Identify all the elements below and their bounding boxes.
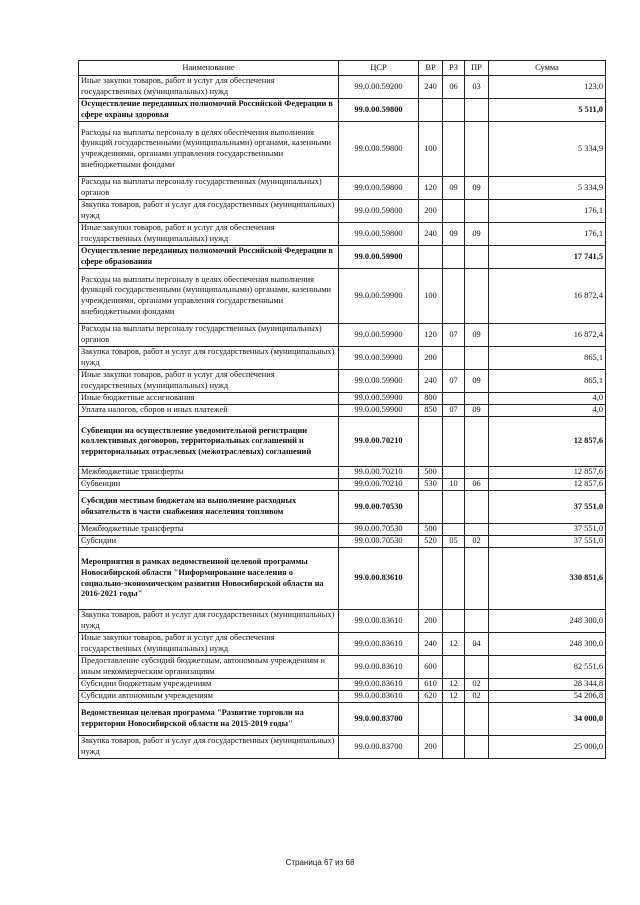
cell-sum: 5 511,0: [489, 99, 606, 122]
cell-vr: 200: [419, 736, 443, 759]
cell-csr: 99.0.00.83610: [339, 679, 419, 691]
cell-sum: 176,1: [489, 223, 606, 246]
cell-sum: 4,0: [489, 393, 606, 405]
cell-name: Ведомственная целевая программа "Развитие торговли на территории Новосибирской области на 2015-2019 годы": [79, 703, 339, 736]
table-row: [79, 524, 606, 536]
cell-pr: [465, 200, 489, 223]
cell-vr: 850: [419, 405, 443, 417]
cell-pr: 09: [465, 405, 489, 417]
cell-csr: 99.0.00.59800: [339, 99, 419, 122]
cell-csr: 99.0.00.70210: [339, 479, 419, 491]
cell-csr: 99.0.00.83700: [339, 703, 419, 736]
table-row: [79, 479, 606, 491]
cell-pr: [465, 491, 489, 524]
cell-pr: [465, 393, 489, 405]
table-row: [79, 467, 606, 479]
cell-pr: 09: [465, 370, 489, 393]
cell-sum: 123,0: [489, 76, 606, 99]
cell-rz: 07: [443, 324, 465, 347]
cell-pr: [465, 467, 489, 479]
cell-pr: 09: [465, 177, 489, 200]
cell-sum: 865,1: [489, 370, 606, 393]
cell-vr: 120: [419, 324, 443, 347]
cell-csr: 99.0.00.70530: [339, 491, 419, 524]
cell-rz: [443, 736, 465, 759]
cell-name: Иные бюджетные ассигнования: [79, 393, 339, 405]
cell-pr: 02: [465, 679, 489, 691]
cell-csr: 99.0.00.83610: [339, 691, 419, 703]
table-row: [79, 347, 606, 370]
cell-rz: [443, 524, 465, 536]
table-row: [79, 269, 606, 324]
table-row: [79, 99, 606, 122]
table-row: [79, 393, 606, 405]
cell-rz: [443, 703, 465, 736]
cell-rz: 09: [443, 223, 465, 246]
cell-name: Иные закупки товаров, работ и услуг для обеспечения государственных (муниципальных) нужд: [79, 76, 339, 99]
cell-pr: 03: [465, 76, 489, 99]
cell-rz: [443, 467, 465, 479]
table-body: [79, 76, 606, 759]
cell-vr: 200: [419, 347, 443, 370]
cell-rz: 07: [443, 370, 465, 393]
cell-csr: 99.0.00.59900: [339, 246, 419, 269]
cell-vr: 610: [419, 679, 443, 691]
cell-sum: 12 857,6: [489, 417, 606, 467]
cell-name: Осуществление переданных полномочий Российской Федерации в сфере образования: [79, 246, 339, 269]
cell-vr: [419, 246, 443, 269]
cell-pr: [465, 656, 489, 679]
cell-csr: 99.0.00.59800: [339, 200, 419, 223]
cell-name: Межбюджетные трансферты: [79, 467, 339, 479]
table-row: [79, 548, 606, 610]
table-row: [79, 633, 606, 656]
cell-rz: [443, 491, 465, 524]
table-row: [79, 177, 606, 200]
cell-rz: 06: [443, 76, 465, 99]
cell-pr: 02: [465, 536, 489, 548]
cell-sum: 37 551,0: [489, 536, 606, 548]
cell-sum: 16 872,4: [489, 269, 606, 324]
cell-sum: 330 851,6: [489, 548, 606, 610]
cell-sum: 25 000,0: [489, 736, 606, 759]
table-row: [79, 417, 606, 467]
cell-pr: [465, 417, 489, 467]
cell-sum: 28 344,8: [489, 679, 606, 691]
cell-name: Расходы на выплаты персоналу государственных (муниципальных) органов: [79, 177, 339, 200]
table-row: [79, 405, 606, 417]
cell-vr: [419, 417, 443, 467]
cell-vr: 100: [419, 269, 443, 324]
cell-vr: [419, 491, 443, 524]
cell-name: Иные закупки товаров, работ и услуг для обеспечения государственных (муниципальных) нужд: [79, 370, 339, 393]
cell-pr: [465, 548, 489, 610]
table-row: [79, 703, 606, 736]
cell-name: Мероприятия в рамках ведомственной целевой программы Новосибирской области "Информирование населения о социально-экономическом развитии Новосибирской области на 2016-2021 годы": [79, 548, 339, 610]
table-row: [79, 679, 606, 691]
header-csr: ЦСР: [339, 61, 419, 76]
cell-vr: 620: [419, 691, 443, 703]
table-header-row: [79, 61, 606, 76]
table-row: [79, 491, 606, 524]
cell-vr: 120: [419, 177, 443, 200]
header-sum: Сумма: [489, 61, 606, 76]
cell-pr: [465, 703, 489, 736]
cell-sum: 34 000,0: [489, 703, 606, 736]
budget-table-container: [78, 60, 605, 759]
cell-name: Осуществление переданных полномочий Российской Федерации в сфере охраны здоровья: [79, 99, 339, 122]
cell-sum: 12 857,6: [489, 479, 606, 491]
table-row: [79, 122, 606, 177]
header-name: Наименование: [79, 61, 339, 76]
cell-sum: 17 741,5: [489, 246, 606, 269]
cell-csr: 99.0.00.59800: [339, 122, 419, 177]
cell-rz: [443, 269, 465, 324]
cell-csr: 99.0.00.59200: [339, 76, 419, 99]
cell-sum: 176,1: [489, 200, 606, 223]
cell-csr: 99.0.00.59900: [339, 347, 419, 370]
cell-pr: 06: [465, 479, 489, 491]
cell-rz: [443, 246, 465, 269]
cell-vr: 200: [419, 610, 443, 633]
cell-rz: 10: [443, 479, 465, 491]
cell-rz: [443, 122, 465, 177]
cell-vr: 520: [419, 536, 443, 548]
cell-csr: 99.0.00.59900: [339, 269, 419, 324]
cell-vr: 240: [419, 370, 443, 393]
cell-sum: 37 551,0: [489, 524, 606, 536]
cell-rz: [443, 200, 465, 223]
cell-vr: 200: [419, 200, 443, 223]
header-vr: ВР: [419, 61, 443, 76]
cell-name: Уплата налогов, сборов и иных платежей: [79, 405, 339, 417]
cell-pr: [465, 99, 489, 122]
table-row: [79, 610, 606, 633]
header-rz: РЗ: [443, 61, 465, 76]
cell-csr: 99.0.00.59900: [339, 324, 419, 347]
cell-pr: 09: [465, 223, 489, 246]
cell-pr: [465, 347, 489, 370]
cell-name: Субсидии автономным учреждениям: [79, 691, 339, 703]
cell-rz: [443, 99, 465, 122]
cell-name: Расходы на выплаты персоналу в целях обеспечения выполнения функций государственными (муниципальными) органами, казенными учреждениями, органами управления государственными внебюджетными фондами: [79, 122, 339, 177]
cell-csr: 99.0.00.70530: [339, 536, 419, 548]
cell-rz: [443, 548, 465, 610]
cell-name: Субсидии местным бюджетам на выполнение расходных обязательств в части снабжения населения топливом: [79, 491, 339, 524]
table-row: [79, 691, 606, 703]
cell-rz: 12: [443, 633, 465, 656]
cell-pr: [465, 524, 489, 536]
cell-name: Субсидии бюджетным учреждениям: [79, 679, 339, 691]
cell-name: Закупка товаров, работ и услуг для государственных (муниципальных) нужд: [79, 200, 339, 223]
cell-rz: 12: [443, 691, 465, 703]
cell-pr: [465, 610, 489, 633]
cell-vr: [419, 99, 443, 122]
header-pr: ПР: [465, 61, 489, 76]
cell-name: Субсидии: [79, 536, 339, 548]
cell-rz: 09: [443, 177, 465, 200]
cell-vr: 240: [419, 223, 443, 246]
cell-name: Иные закупки товаров, работ и услуг для обеспечения государственных (муниципальных) нужд: [79, 633, 339, 656]
cell-csr: 99.0.00.59800: [339, 223, 419, 246]
cell-pr: [465, 122, 489, 177]
cell-vr: 600: [419, 656, 443, 679]
cell-csr: 99.0.00.59900: [339, 370, 419, 393]
cell-sum: 16 872,4: [489, 324, 606, 347]
cell-vr: 100: [419, 122, 443, 177]
cell-rz: 12: [443, 679, 465, 691]
table-row: [79, 536, 606, 548]
cell-sum: 248 300,0: [489, 633, 606, 656]
cell-vr: 240: [419, 76, 443, 99]
cell-vr: [419, 703, 443, 736]
cell-rz: [443, 610, 465, 633]
cell-name: Закупка товаров, работ и услуг для государственных (муниципальных) нужд: [79, 610, 339, 633]
cell-name: Субвенции: [79, 479, 339, 491]
cell-csr: 99.0.00.70530: [339, 524, 419, 536]
cell-rz: [443, 656, 465, 679]
cell-sum: 12 857,6: [489, 467, 606, 479]
cell-vr: [419, 548, 443, 610]
cell-csr: 99.0.00.83610: [339, 610, 419, 633]
cell-sum: 865,1: [489, 347, 606, 370]
cell-csr: 99.0.00.83700: [339, 736, 419, 759]
table-row: [79, 246, 606, 269]
table-row: [79, 223, 606, 246]
cell-sum: 54 206,8: [489, 691, 606, 703]
budget-table: [78, 60, 606, 759]
cell-sum: 5 334,9: [489, 177, 606, 200]
cell-name: Закупка товаров, работ и услуг для государственных (муниципальных) нужд: [79, 736, 339, 759]
cell-csr: 99.0.00.70210: [339, 467, 419, 479]
cell-vr: 500: [419, 467, 443, 479]
cell-csr: 99.0.00.70210: [339, 417, 419, 467]
cell-sum: 37 551,0: [489, 491, 606, 524]
cell-pr: 09: [465, 324, 489, 347]
table-row: [79, 656, 606, 679]
cell-csr: 99.0.00.59800: [339, 177, 419, 200]
cell-vr: 500: [419, 524, 443, 536]
cell-csr: 99.0.00.83610: [339, 656, 419, 679]
cell-vr: 240: [419, 633, 443, 656]
cell-pr: 02: [465, 691, 489, 703]
table-row: [79, 370, 606, 393]
cell-pr: [465, 269, 489, 324]
cell-csr: 99.0.00.83610: [339, 548, 419, 610]
cell-name: Расходы на выплаты персоналу в целях обеспечения выполнения функций государственными (муниципальными) органами, казенными учреждениями, органами управления государственными внебюджетными фондами: [79, 269, 339, 324]
page-footer: Страница 67 из 68: [285, 858, 355, 867]
cell-name: Иные закупки товаров, работ и услуг для обеспечения государственных (муниципальных) нужд: [79, 223, 339, 246]
cell-rz: 07: [443, 405, 465, 417]
cell-csr: 99.0.00.59900: [339, 405, 419, 417]
cell-rz: 05: [443, 536, 465, 548]
table-row: [79, 200, 606, 223]
cell-sum: 4,0: [489, 405, 606, 417]
cell-pr: 04: [465, 633, 489, 656]
cell-name: Предоставление субсидий бюджетным, автономным учреждениям и иным некоммерческим организациям: [79, 656, 339, 679]
cell-sum: 82 551,6: [489, 656, 606, 679]
cell-csr: 99.0.00.83610: [339, 633, 419, 656]
table-row: [79, 324, 606, 347]
cell-name: Межбюджетные трансферты: [79, 524, 339, 536]
cell-rz: [443, 347, 465, 370]
cell-pr: [465, 736, 489, 759]
cell-name: Субвенции на осуществление уведомительной регистрации коллективных договоров, территориальных соглашений и территориальных отраслевых (межотраслевых) соглашений: [79, 417, 339, 467]
cell-pr: [465, 246, 489, 269]
cell-csr: 99.0.00.59900: [339, 393, 419, 405]
cell-vr: 800: [419, 393, 443, 405]
cell-rz: [443, 393, 465, 405]
cell-name: Закупка товаров, работ и услуг для государственных (муниципальных) нужд: [79, 347, 339, 370]
cell-sum: 5 334,9: [489, 122, 606, 177]
cell-sum: 248 300,0: [489, 610, 606, 633]
cell-name: Расходы на выплаты персоналу государственных (муниципальных) органов: [79, 324, 339, 347]
cell-rz: [443, 417, 465, 467]
table-row: [79, 736, 606, 759]
table-row: [79, 76, 606, 99]
cell-vr: 530: [419, 479, 443, 491]
